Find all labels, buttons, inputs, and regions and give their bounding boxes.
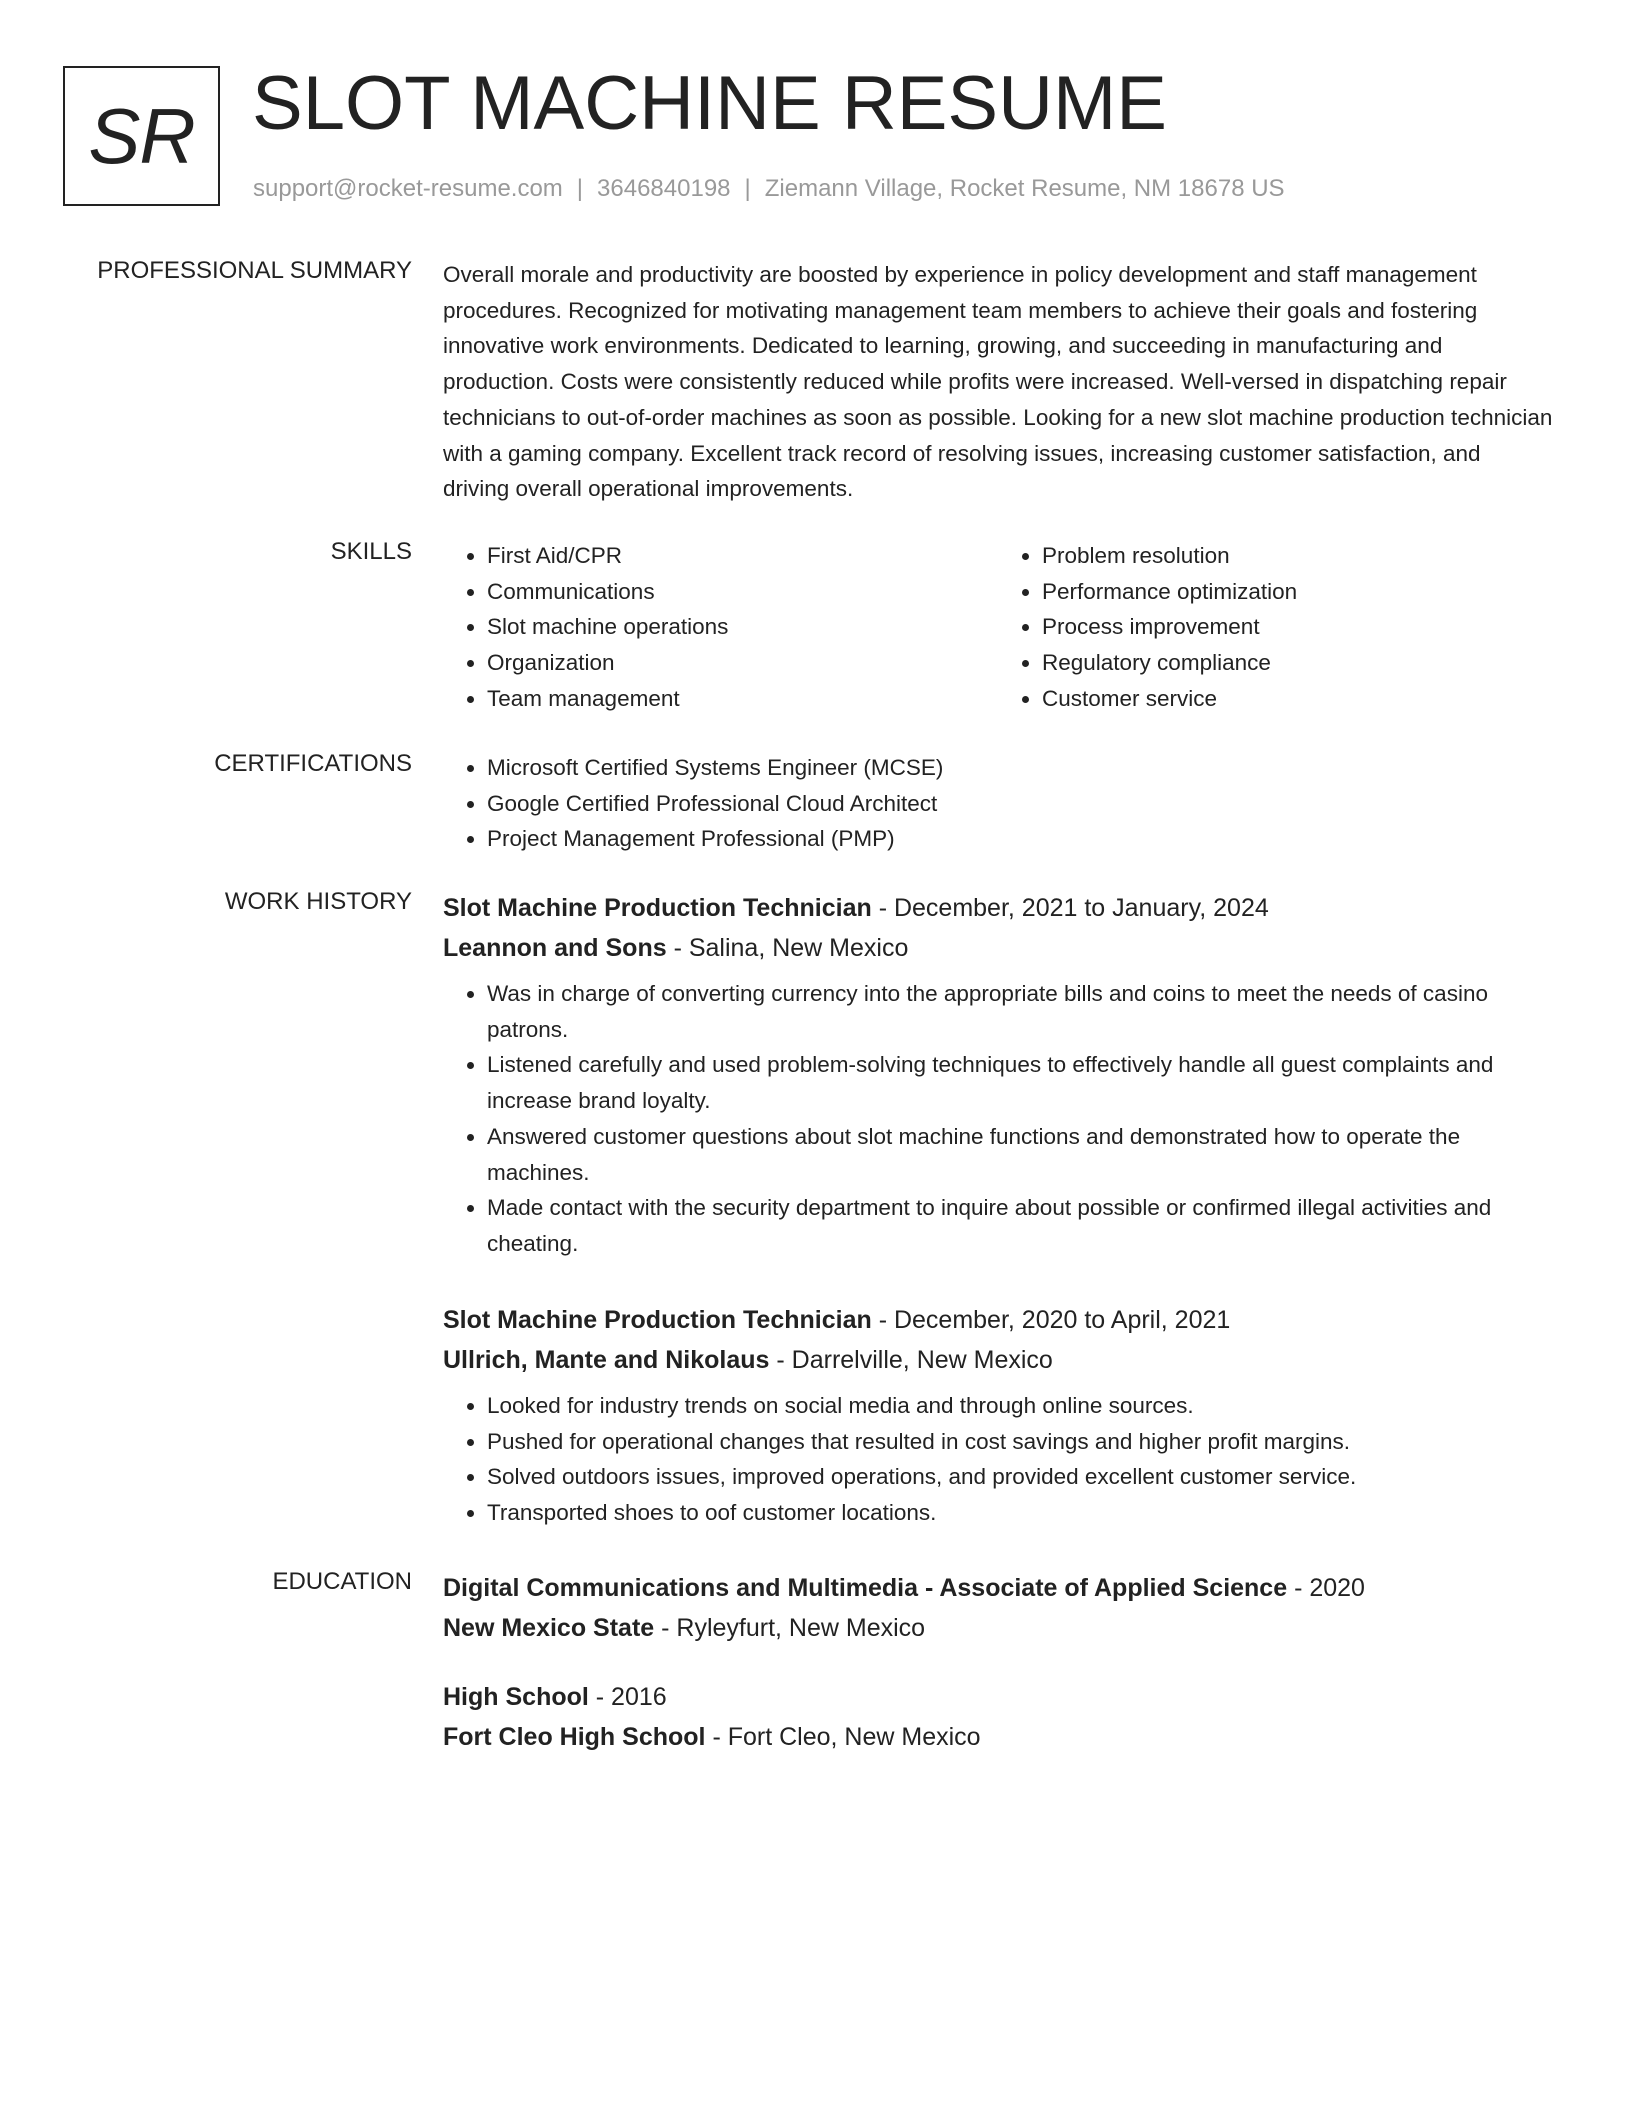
skill-item: • Customer service — [1042, 681, 1553, 717]
job-dates: - December, 2020 to April, 2021 — [871, 1306, 1231, 1334]
skill-item: • Organization — [487, 645, 998, 681]
education-location: - Fort Cleo, New Mexico — [705, 1723, 981, 1751]
job-title: Slot Machine Production Technician — [443, 894, 872, 922]
skills-grid — [443, 538, 1553, 717]
contact-separator: | — [744, 175, 751, 202]
job-bullet: • Pushed for operational changes that resulted in cost savings and higher profit margins. — [487, 1424, 1553, 1460]
job-entry — [443, 888, 1553, 1262]
job-company-line — [443, 1340, 1553, 1380]
contact-email: support@rocket-resume.com — [253, 175, 563, 202]
job-bullets — [443, 976, 1553, 1262]
education-body-2 — [443, 1677, 1553, 1757]
education-degree: Digital Communications and Multimedia - Associate of Applied Science — [443, 1574, 1288, 1602]
job-title-line — [443, 888, 1553, 928]
job-bullet: • Transported shoes to oof customer locations. — [487, 1495, 1553, 1531]
job-company: Leannon and Sons — [443, 934, 667, 962]
job-title-line — [443, 1300, 1553, 1340]
education-degree: High School — [443, 1683, 589, 1711]
job-bullet: • Solved outdoors issues, improved operations, and provided excellent customer service. — [487, 1459, 1553, 1495]
work-history-body — [443, 888, 1553, 1262]
skill-item: • Team management — [487, 681, 998, 717]
summary-text: Overall morale and productivity are boosted by experience in policy development and staff management procedures. Recognized for motivating management team members to achieve their goals and fostering innovative work environments. Dedicated to learning, growing, and succeeding in manufacturing and production. Costs were consistently reduced while profits were increased. Well-versed in dispatching repair technicians to out-of-order machines as soon as possible. Looking for a new slot machine production technician with a gaming company. Excellent track record of resolving issues, increasing customer satisfaction, and driving overall operational improvements. — [443, 262, 1553, 502]
skill-item: • Process improvement — [1042, 609, 1553, 645]
certification-item: • Microsoft Certified Systems Engineer (MCSE) — [487, 750, 1553, 786]
job-bullet: • Made contact with the security department to inquire about possible or confirmed illegal activities and cheating. — [487, 1190, 1553, 1261]
skill-item: • First Aid/CPR — [487, 538, 998, 574]
skill-item: • Problem resolution — [1042, 538, 1553, 574]
job-bullet: • Was in charge of converting currency into the appropriate bills and coins to meet the needs of casino patrons. — [487, 976, 1553, 1047]
certifications-list — [443, 750, 1553, 857]
contact-separator: | — [576, 175, 584, 202]
job-bullet: • Looked for industry trends on social media and through online sources. — [487, 1388, 1553, 1424]
certification-item: • Project Management Professional (PMP) — [487, 821, 1553, 857]
education-body — [443, 1568, 1553, 1648]
skills-list-right — [998, 538, 1553, 717]
skill-item: • Slot machine operations — [487, 609, 998, 645]
skills-list-left — [443, 538, 998, 717]
education-degree-line — [443, 1677, 1553, 1717]
monogram-initials: SR — [88, 91, 195, 180]
section-label-certifications: CERTIFICATIONS — [214, 750, 412, 777]
contact-address: Ziemann Village, Rocket Resume, NM 18678 US — [764, 175, 1285, 202]
education-school: Fort Cleo High School — [443, 1723, 706, 1751]
job-location: - Salina, New Mexico — [666, 934, 909, 962]
resume-name: SLOT MACHINE RESUME — [252, 61, 1167, 146]
contact-phone: 3646840198 — [597, 175, 731, 202]
certifications-body — [443, 750, 1553, 857]
job-entry — [443, 1300, 1553, 1531]
job-dates: - December, 2021 to January, 2024 — [871, 894, 1269, 922]
education-year: - 2020 — [1287, 1574, 1365, 1602]
skill-item: • Performance optimization — [1042, 574, 1553, 610]
education-school-line — [443, 1608, 1553, 1648]
education-year: - 2016 — [588, 1683, 667, 1711]
skill-item: • Regulatory compliance — [1042, 645, 1553, 681]
section-label-skills: SKILLS — [330, 538, 412, 565]
section-label-work-history: WORK HISTORY — [224, 888, 412, 915]
certification-item: • Google Certified Professional Cloud Architect — [487, 786, 1553, 822]
job-location: - Darrelville, New Mexico — [769, 1346, 1053, 1374]
section-label-summary: PROFESSIONAL SUMMARY — [97, 257, 412, 284]
job-company: Ullrich, Mante and Nikolaus — [443, 1346, 770, 1374]
contact-line — [253, 175, 1285, 203]
education-degree-line — [443, 1568, 1553, 1608]
skill-item: • Communications — [487, 574, 998, 610]
education-location: - Ryleyfurt, New Mexico — [654, 1614, 926, 1642]
section-label-education: EDUCATION — [272, 1568, 412, 1595]
job-bullets — [443, 1388, 1553, 1531]
work-history-body-2 — [443, 1300, 1553, 1531]
education-school: New Mexico State — [443, 1614, 655, 1642]
monogram-logo — [63, 66, 220, 206]
job-title: Slot Machine Production Technician — [443, 1306, 872, 1334]
job-bullet: • Listened carefully and used problem-solving techniques to effectively handle all guest complaints and increase brand loyalty. — [487, 1047, 1553, 1118]
job-company-line — [443, 928, 1553, 968]
education-school-line — [443, 1717, 1553, 1757]
job-bullet: • Answered customer questions about slot machine functions and demonstrated how to operate the machines. — [487, 1119, 1553, 1190]
